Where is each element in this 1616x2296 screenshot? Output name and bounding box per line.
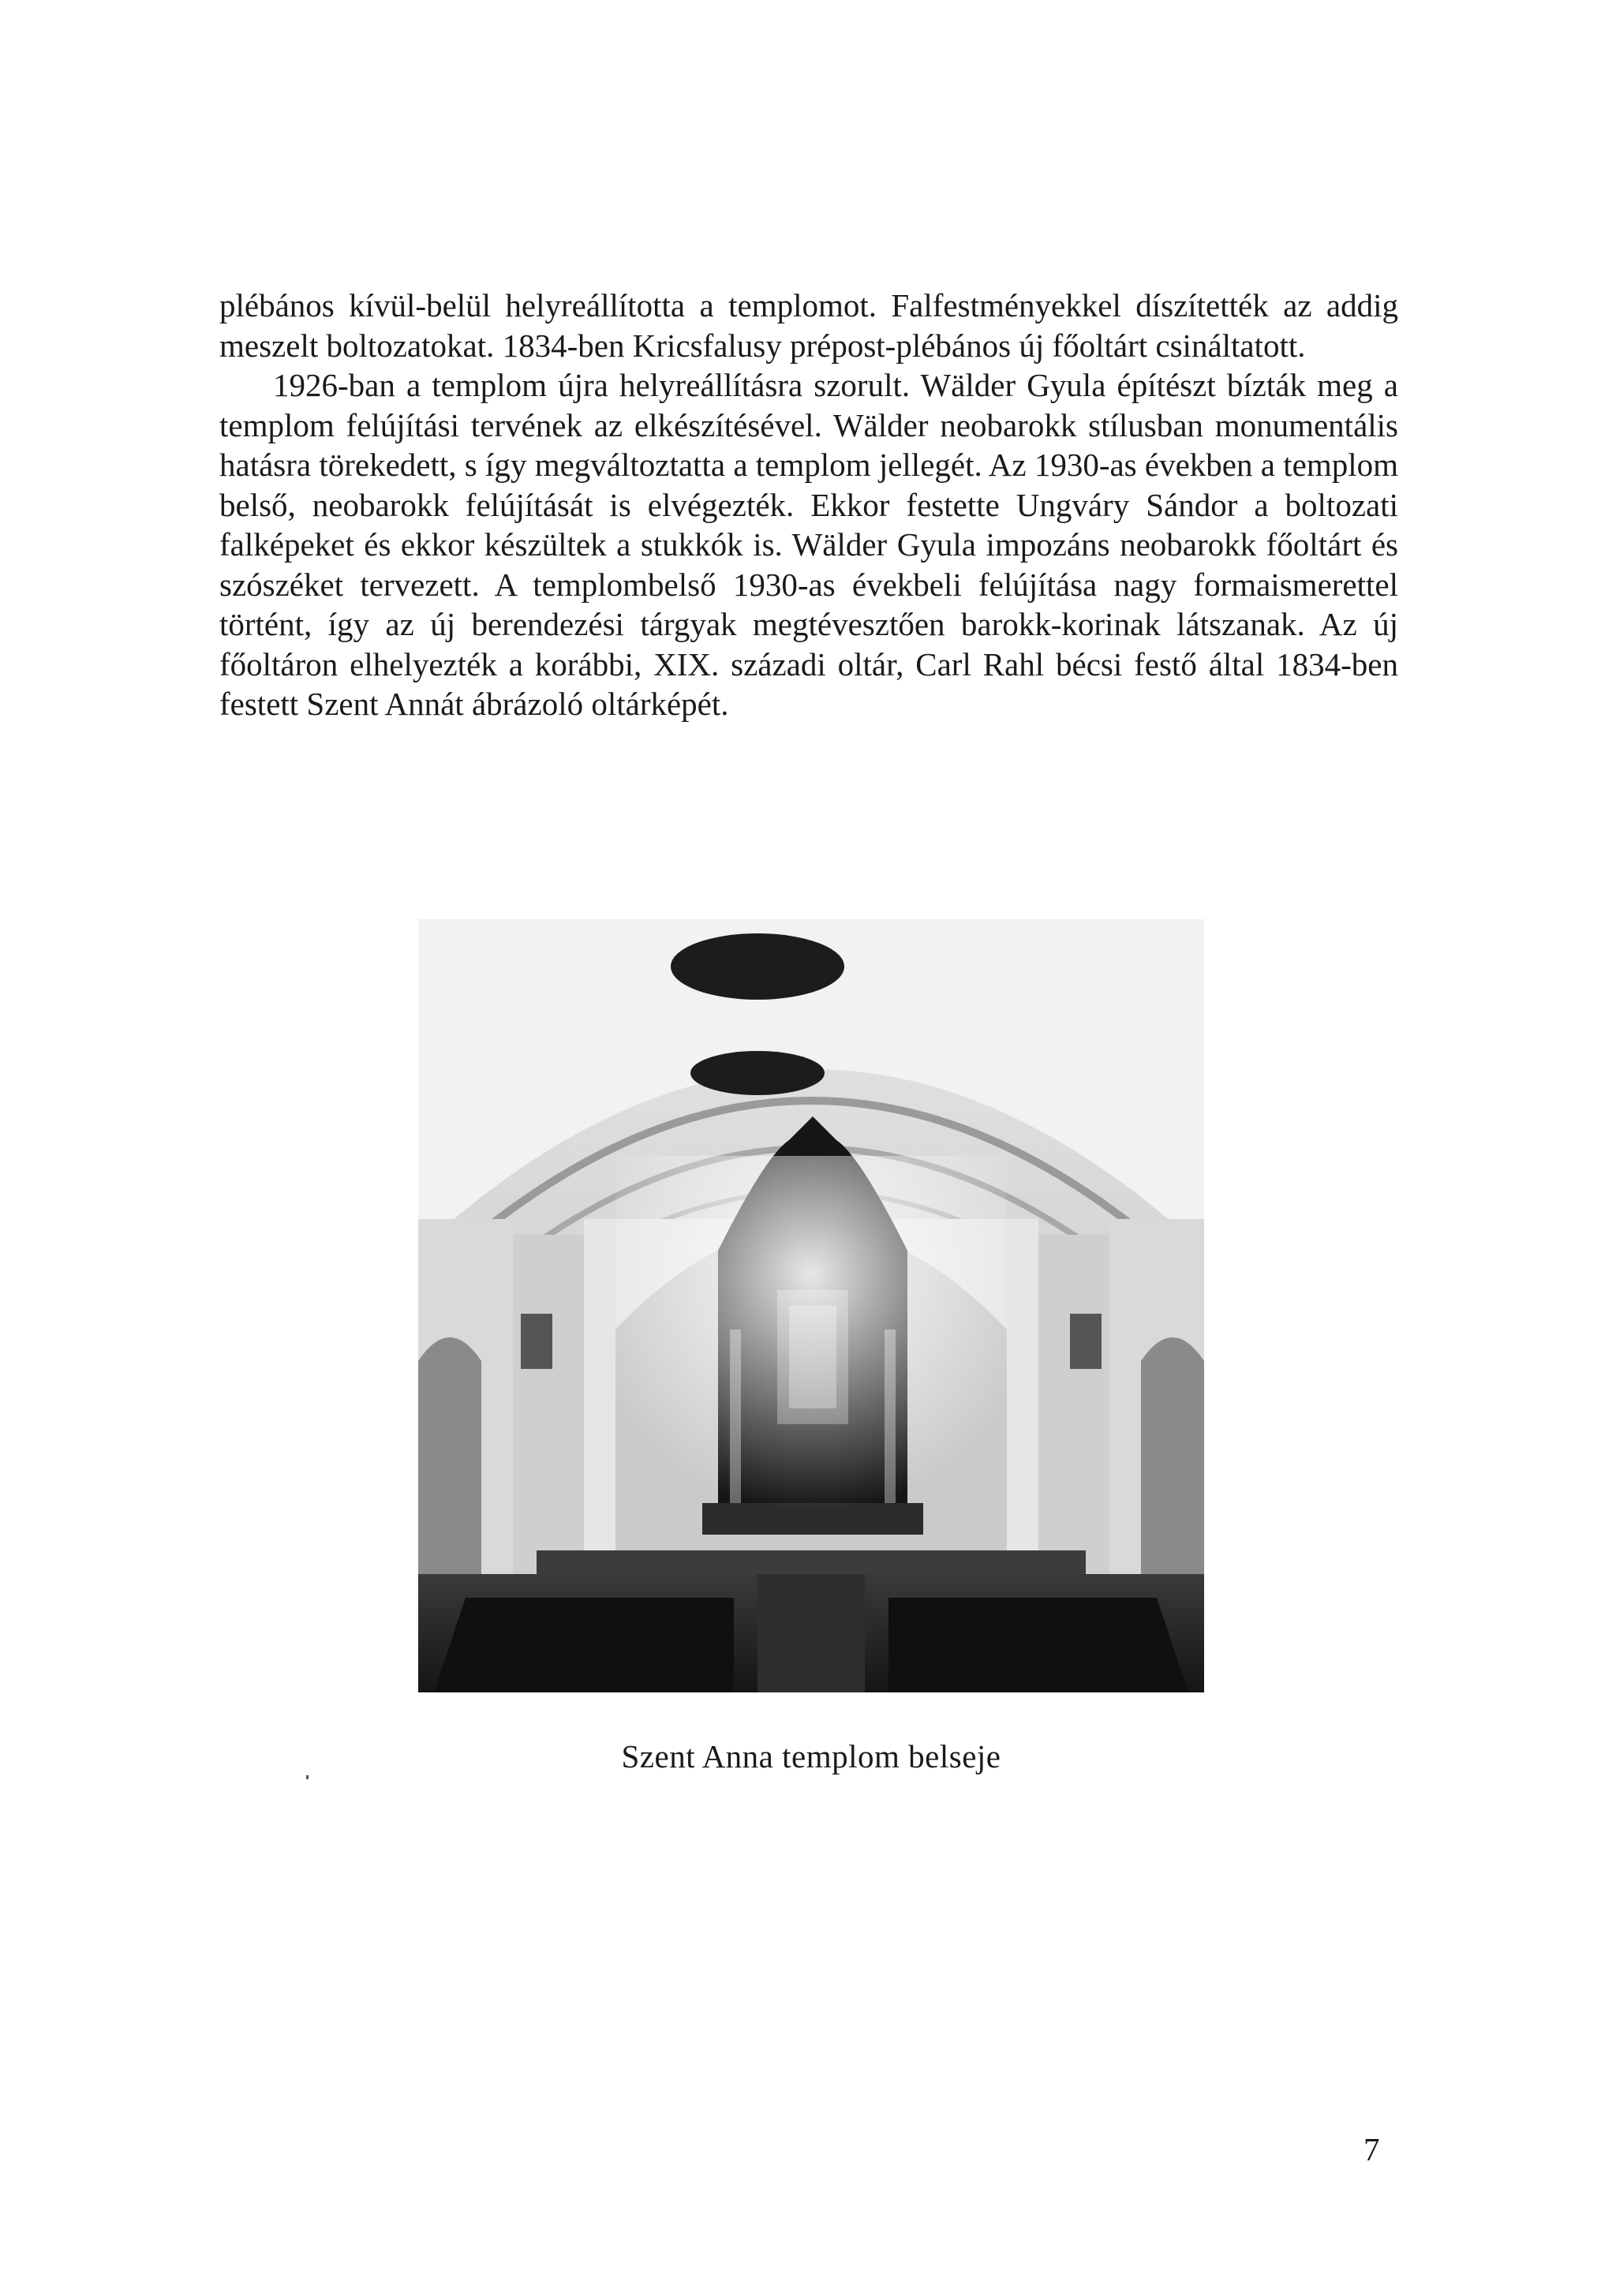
print-speck [306,1775,309,1779]
paragraph-2: 1926-ban a templom újra helyreállításra szorult. Wälder Gyula építészt bízták meg a templom felújítási tervének az elkészítésével. Wälder neobarokk stílusban monumentális hatásra törekedett, s így megváltoztatta a templom jellegét. Az 1930-as években a templom belső, neobarokk felújítását is elvégezték. Ekkor festette Ungváry Sándor a boltozati falképeket és ekkor készültek a stukkók is. Wälder Gyula impozáns neobarokk főoltárt és szószéket tervezett. A templombelső 1930-as évekbeli felújítása nagy formaismerettel történt, így az új berendezési tárgyak megtévesztően barokk-korinak látszanak. Az új főoltáron elhelyezték a korábbi, XIX. századi oltár, Carl Rahl bécsi festő által 1834-ben festett Szent Annát ábrázoló oltárképét. [219,367,1398,722]
paragraph-1: plébános kívül-belül helyreállította a templomot. Falfestményekkel díszítették az addig meszelt boltozatokat. 1834-ben Kricsfalusy prépost-plébános új főoltárt csináltatott. [219,287,1398,364]
body-text [219,286,1398,724]
figure-caption: Szent Anna templom belseje [621,1738,1001,1774]
page-number: 7 [1364,2131,1380,2167]
church-interior-photo [418,919,1204,1692]
